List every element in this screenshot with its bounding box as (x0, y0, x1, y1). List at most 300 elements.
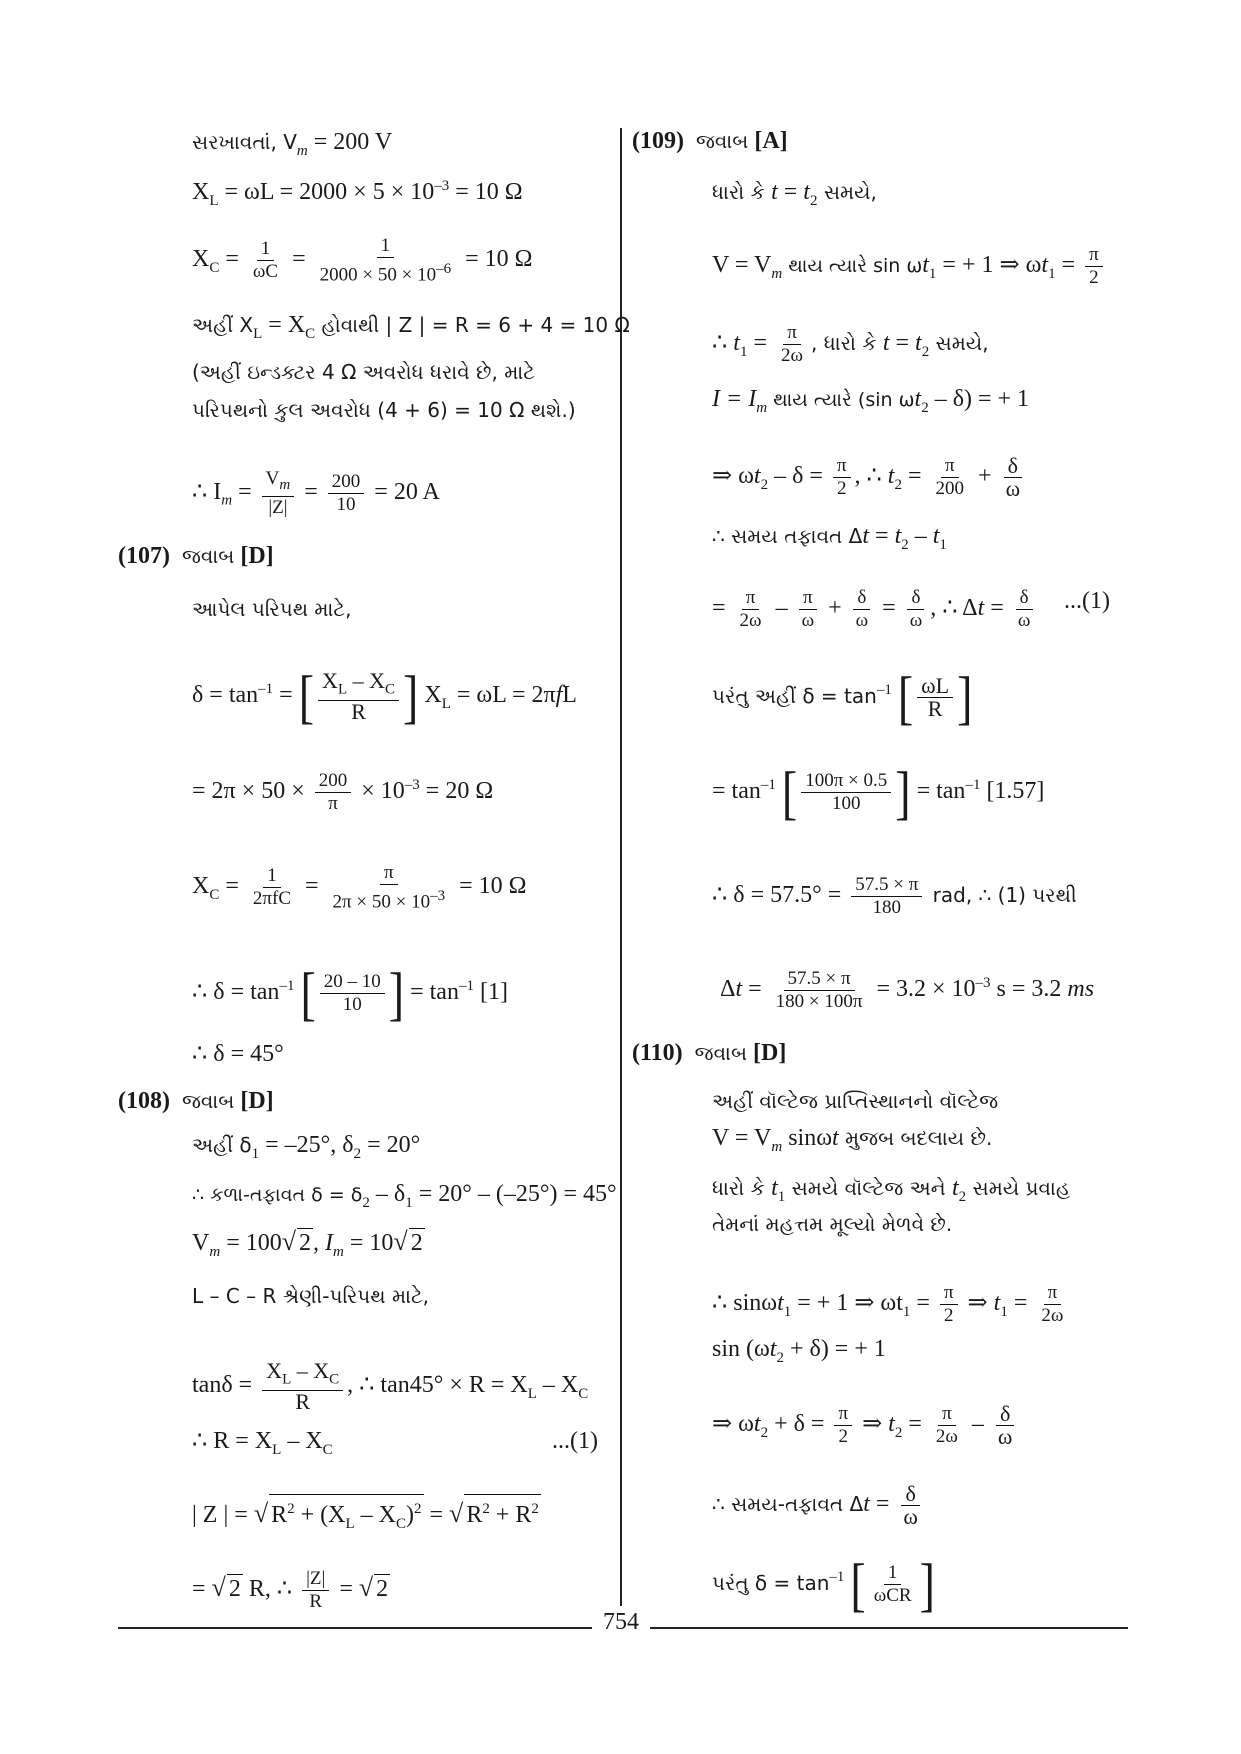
superscript: –6 (436, 261, 452, 277)
text: , I (313, 1230, 334, 1256)
text: ∴ I (192, 478, 222, 505)
q109-line-5 (712, 455, 1028, 500)
text: અહીં δ (192, 1133, 252, 1157)
text: 2000 × 50 × 10 (319, 264, 437, 286)
text: = 20° (361, 1132, 421, 1158)
q110-line-7 (712, 1403, 1020, 1448)
q110-line-6 (712, 1335, 886, 1372)
q109-line-4 (712, 385, 1029, 422)
sqrt-icon: √ (281, 1227, 297, 1256)
q110-line-1: અહીં વૉલ્ટેજ પ્રાપ્તિસ્થાનનો વૉલ્ટેજ (712, 1089, 999, 1113)
q109-line-1 (712, 178, 877, 215)
subscript: C (305, 325, 316, 342)
right-bracket: ] (388, 959, 405, 1026)
text: t (922, 252, 929, 279)
text: t (888, 1411, 895, 1438)
text: sinω (782, 1125, 832, 1151)
superscript: –1 (458, 978, 474, 995)
fraction (1002, 455, 1024, 500)
text: = 10 Ω (453, 873, 527, 900)
text: સમયે, (929, 331, 989, 356)
q110-line-8 (712, 1483, 926, 1528)
denominator: 180 (872, 897, 902, 918)
text: t (914, 386, 922, 412)
text: L (562, 682, 577, 709)
subscript: C (209, 886, 220, 903)
subscript: L (272, 1441, 282, 1458)
fraction (870, 1562, 916, 1607)
q109-line-3 (712, 322, 989, 367)
text: t (771, 1175, 778, 1201)
fraction (249, 238, 282, 283)
question-number: (107) (118, 543, 170, 569)
subscript: m (296, 142, 308, 159)
subscript: 2 (921, 399, 929, 416)
text: = (869, 1491, 896, 1518)
text: સમયે પ્રવાહ (966, 1176, 1071, 1200)
text: = ωL = 2π (450, 682, 556, 709)
fraction (899, 1483, 921, 1528)
text: + (822, 595, 848, 622)
fraction (249, 865, 295, 910)
text: = ωL = 2000 × 5 × 10 (218, 179, 435, 205)
text: અહીં X (192, 313, 254, 337)
denominator: 180 × 100π (775, 991, 863, 1012)
text: = 10 Ω (449, 179, 523, 205)
text: 2π × 50 × 10 (332, 891, 431, 913)
fraction (852, 587, 873, 632)
text: + (972, 463, 998, 490)
right-bracket: ] (919, 1550, 935, 1617)
subscript: m (333, 1243, 344, 1260)
text: – X (536, 1372, 579, 1399)
fraction (302, 1568, 329, 1613)
superscript: –3 (404, 777, 420, 794)
text: × 10 (355, 778, 405, 805)
subscript: 1 (928, 265, 937, 282)
left-line-6: પરિપથનો કુલ અવરોધ (4 + 6) = 10 Ω થશે.) (192, 398, 576, 422)
numerator: 100π × 0.5 (801, 770, 891, 793)
text: = (712, 595, 732, 622)
left-line-4 (192, 311, 630, 348)
subscript: C (209, 259, 220, 276)
subscript: 2 (776, 1349, 784, 1366)
fraction (320, 971, 385, 1016)
q109-line-10 (712, 874, 1077, 919)
numerator: π (742, 587, 760, 610)
text: થાય ત્યારે (sin ω (767, 389, 915, 411)
denominator: 10 (342, 994, 362, 1015)
superscript: –1 (279, 978, 295, 995)
text: ⇒ (961, 1290, 994, 1317)
left-line-3: $X_C$ = $\frac{1}{\omega C}$ = $\frac{1}{2000 \times 50 \times 10^{-6}}$ = 10 Ω (192, 235, 533, 286)
text: sin (ω (712, 1336, 770, 1362)
text: Δ (720, 976, 736, 1003)
text: t (894, 523, 902, 549)
left-bracket: [ (897, 663, 914, 730)
text: = (742, 976, 768, 1003)
denominator: 2ω (781, 345, 804, 366)
text: = X (262, 312, 306, 338)
numerator: ωL (917, 675, 953, 698)
q107-line-3 (192, 770, 493, 815)
text: t (862, 523, 870, 549)
text: t (993, 1290, 1001, 1317)
numerator: 200 (315, 770, 352, 793)
subscript: 1 (251, 1145, 260, 1162)
text: , ∴ (854, 463, 888, 490)
denominator: π (328, 793, 338, 814)
fraction (801, 770, 891, 815)
text: X (322, 668, 338, 693)
text: X (192, 179, 210, 205)
q109-line-8 (712, 663, 973, 730)
subscript: C (322, 1441, 333, 1458)
column-divider (620, 128, 622, 1606)
page-number: 754 (603, 1609, 639, 1635)
q110-line-9 (712, 1550, 935, 1617)
text: t (771, 179, 778, 205)
text: સમયે, (817, 180, 877, 204)
left-bracket: [ (781, 758, 798, 825)
text: t (932, 523, 940, 549)
radicand: 2 (228, 1576, 241, 1603)
denominator (316, 258, 455, 286)
text: = (902, 1411, 928, 1438)
numerator: 1 (257, 238, 275, 261)
text: ∴ R = X (192, 1428, 273, 1454)
numerator: π (940, 1282, 958, 1305)
subscript: C (385, 681, 396, 698)
text: – δ = (768, 463, 829, 490)
subscript: L (209, 192, 219, 209)
subscript: m (756, 399, 768, 416)
subscript: 1 (783, 1303, 792, 1320)
numerator: δ (1004, 455, 1022, 478)
question-108-header (118, 1088, 274, 1115)
superscript: –1 (965, 777, 981, 794)
q108-line-6 (192, 1427, 333, 1464)
fraction (994, 1403, 1016, 1448)
fraction (932, 455, 969, 500)
fraction (328, 471, 365, 516)
text: t (733, 330, 740, 357)
text: – (769, 595, 794, 622)
denominator: ω (903, 1504, 918, 1529)
denominator: 2 (944, 1305, 954, 1326)
text: t (882, 330, 890, 357)
text: થાય ત્યારે sin ω (782, 255, 923, 278)
text: = 20 Ω (419, 778, 494, 805)
text: = 10 Ω (459, 246, 533, 273)
subscript: 1 (902, 1303, 911, 1320)
numerator: π (938, 1403, 956, 1426)
text: = (192, 1576, 212, 1603)
text: પરંતુ અહીં δ = tan (712, 684, 877, 709)
text: + δ) = + 1 (783, 1336, 886, 1362)
q110-line-2 (712, 1124, 992, 1161)
text: t (951, 1175, 959, 1201)
text: , ∴ tan45° × R = X (347, 1372, 528, 1399)
text: V (192, 1230, 210, 1256)
fraction (262, 468, 295, 519)
text: – (908, 523, 933, 549)
sqrt-icon: √ (393, 1227, 408, 1256)
text: – X (347, 668, 385, 693)
q110-line-4: તેમનાં મહત્તમ મૂલ્યો મેળવે છે. (712, 1212, 953, 1236)
subscript: 2 (760, 1424, 769, 1441)
question-number: (110) (632, 1040, 683, 1066)
text: f (555, 682, 563, 709)
subscript: 2 (958, 1188, 967, 1205)
text: = (219, 873, 245, 900)
left-line-2 (192, 172, 523, 215)
subscript: 1 (405, 1194, 413, 1211)
numerator: π (380, 862, 398, 885)
text: I (712, 386, 720, 412)
numerator: δ (853, 587, 870, 610)
text: = I (720, 386, 757, 412)
numerator: 20 – 10 (320, 971, 385, 994)
fraction (262, 1360, 343, 1413)
text: + (X (294, 1502, 346, 1528)
denominator: ω (1017, 610, 1031, 631)
q108-line-1 (192, 1131, 420, 1168)
text: = 20 A (368, 478, 440, 505)
fraction (736, 587, 766, 632)
subscript: 1 (1048, 265, 1056, 282)
text: ∴ સમય-તફાવત Δ (712, 1492, 864, 1517)
text: s = 3.2 (990, 976, 1068, 1003)
denominator: R (927, 696, 943, 721)
subscript: C (578, 1386, 589, 1402)
text: = 200 V (307, 129, 393, 155)
text: ધારો કે (712, 180, 772, 204)
text: હોવાથી | Z | = R = 6 + 4 = 10 Ω (315, 313, 630, 337)
q108-line-7 (192, 1494, 541, 1538)
q107-line-1: આપેલ પરિપથ માટે, (192, 597, 352, 621)
fraction (1085, 244, 1103, 289)
text: t (777, 1290, 784, 1317)
denominator: 2ω (739, 610, 762, 631)
numerator (262, 1360, 343, 1391)
text: | Z | = (192, 1502, 254, 1528)
right-bracket: ] (895, 758, 911, 825)
q108-line-4: L – C – R શ્રેણી-પરિપથ માટે, (192, 1284, 430, 1308)
sqrt-icon: √ (449, 1499, 464, 1528)
text: = (747, 330, 773, 357)
q107-line-6: ∴ δ = 45° (192, 1041, 284, 1067)
left-line-5: (અહીં ઇન્ડક્ટર 4 Ω અવરોધ ધરાવે છે, માટે (192, 360, 535, 384)
fraction (315, 770, 352, 815)
footer-rule-left (118, 1627, 592, 1629)
fraction (834, 1403, 852, 1448)
text: + R (489, 1502, 532, 1528)
subscript: 2 (894, 476, 902, 493)
text: t (887, 463, 895, 490)
fraction (833, 455, 851, 500)
answer-value: [D] (753, 1040, 787, 1066)
numerator: 1 (884, 1562, 902, 1585)
text: t (753, 463, 761, 490)
subscript: L (282, 1371, 292, 1388)
text: સરખાવતાં, V (192, 130, 297, 154)
text: , ∴ Δ (930, 595, 978, 622)
text: ⇒ (856, 1411, 889, 1438)
subscript: 2 (760, 476, 769, 493)
superscript: 2 (287, 1501, 295, 1517)
text: = 10 (343, 1230, 394, 1256)
fraction (940, 1282, 958, 1327)
numerator: π (799, 587, 817, 610)
numerator: 57.5 × π (851, 874, 922, 897)
q108-line-8 (192, 1568, 390, 1613)
text: = tan (910, 778, 966, 805)
denominator: 2ω (1041, 1305, 1064, 1326)
equation-ref: ...(1) (1064, 588, 1110, 614)
q109-line-9 (712, 758, 1045, 825)
numerator: δ (996, 1403, 1014, 1426)
q109-line-7 (712, 587, 1038, 632)
text: = (423, 1502, 450, 1528)
radicand: 2 (410, 1230, 423, 1256)
subscript: 2 (921, 343, 930, 360)
subscript: L (253, 325, 263, 342)
denominator: R (295, 1389, 310, 1415)
fraction (316, 235, 455, 286)
q108-line-5 (192, 1360, 588, 1413)
numerator: 1 (263, 865, 281, 888)
text: – X (281, 1428, 323, 1454)
left-bracket: [ (300, 959, 316, 1026)
text: t (753, 1411, 761, 1438)
superscript: –1 (829, 1569, 845, 1586)
numerator: |Z| (302, 1568, 329, 1591)
q108-line-3 (192, 1228, 425, 1266)
text: = 2π × 50 × (192, 778, 311, 805)
radicand: 2 (376, 1576, 389, 1603)
text: , ધારો કે (811, 331, 883, 356)
text: R (466, 1502, 483, 1528)
text: R, ∴ (242, 1576, 299, 1603)
equation-ref: ...(1) (552, 1428, 598, 1454)
q109-line-11 (720, 968, 1094, 1013)
denominator: ωC (252, 261, 279, 283)
fraction (777, 322, 807, 367)
footer-rule-right (650, 1627, 1128, 1629)
text: = + 1 ⇒ ωt (791, 1290, 903, 1317)
sqrt-icon: √ (358, 1573, 374, 1603)
q108-line-2 (192, 1180, 617, 1217)
numerator: π (1085, 244, 1103, 267)
question-107-header (118, 543, 274, 570)
text: = (1055, 252, 1082, 279)
text: = (889, 330, 916, 357)
numerator: 200 (328, 471, 365, 494)
denominator: |Z| (268, 496, 288, 518)
fraction (906, 587, 927, 632)
text: – X (354, 1502, 396, 1528)
q110-line-5 (712, 1282, 1071, 1327)
text: t (915, 330, 922, 357)
text: tanδ = (192, 1372, 259, 1399)
fraction (917, 675, 953, 720)
text: t (832, 1125, 839, 1151)
text: = (984, 595, 1010, 622)
subscript: L (441, 696, 451, 712)
left-bracket: [ (298, 662, 315, 730)
answer-label: જવાબ (695, 129, 749, 153)
text: ms (1067, 976, 1095, 1003)
text: rad, ∴ (1) પરથી (926, 883, 1077, 908)
text: = –25°, δ (259, 1132, 354, 1158)
text: t (769, 1336, 777, 1362)
denominator: 2 (836, 478, 847, 499)
text: X (266, 1358, 283, 1383)
right-bracket: ] (957, 663, 973, 730)
numerator: π (941, 455, 959, 478)
text: – δ (369, 1181, 406, 1207)
denominator: 10 (336, 493, 356, 515)
superscript: –3 (430, 888, 446, 904)
subscript: m (221, 492, 233, 509)
text: V = V (712, 1125, 772, 1151)
text: R (271, 1502, 288, 1528)
subscript: 1 (1000, 1303, 1008, 1320)
numerator: π (1044, 1282, 1062, 1305)
numerator: δ (1016, 587, 1033, 610)
superscript: 2 (531, 1501, 539, 1517)
text: t (1041, 252, 1049, 279)
q107-line-4: $X_C$ = $\frac{1}{\text{2πfC}}$ = $\frac{\pi}{2\pi \times 50 \times 10^{-3}}$ = 10 Ω (192, 862, 527, 913)
denominator: ω (997, 1424, 1013, 1449)
denominator: ωCR (873, 1585, 912, 1606)
q110-line-3 (712, 1174, 1070, 1211)
left-bracket: [ (850, 1550, 866, 1617)
denominator: R (309, 1591, 323, 1612)
text: = (777, 179, 804, 205)
subscript: L (345, 1515, 355, 1532)
fraction (1014, 587, 1035, 632)
numerator: π (834, 1403, 852, 1426)
question-number: (109) (632, 128, 684, 154)
text: V = V (712, 252, 772, 279)
text: t (735, 976, 743, 1003)
right-bracket: ] (403, 662, 419, 730)
sqrt-icon: √ (211, 1573, 226, 1603)
text: X (192, 246, 210, 273)
subscript: 2 (353, 1145, 362, 1162)
denominator: R (351, 699, 366, 725)
numerator: π (833, 455, 851, 478)
answer-label: જવાબ (181, 1089, 235, 1113)
text: = (273, 682, 299, 709)
text: = (876, 595, 902, 622)
superscript: –3 (434, 178, 450, 194)
text: = (869, 523, 895, 549)
text: t (803, 179, 810, 205)
sqrt-icon: √ (253, 1499, 269, 1528)
text: ∴ δ = tan (192, 979, 280, 1006)
answer-value: [D] (240, 1088, 274, 1114)
text: = (1007, 1290, 1034, 1317)
fraction (329, 862, 450, 913)
numerator: δ (907, 587, 924, 610)
answer-value: [A] (754, 128, 788, 154)
subscript: m (771, 1138, 783, 1155)
superscript: –1 (760, 777, 776, 794)
radicand: 2 (299, 1230, 312, 1256)
